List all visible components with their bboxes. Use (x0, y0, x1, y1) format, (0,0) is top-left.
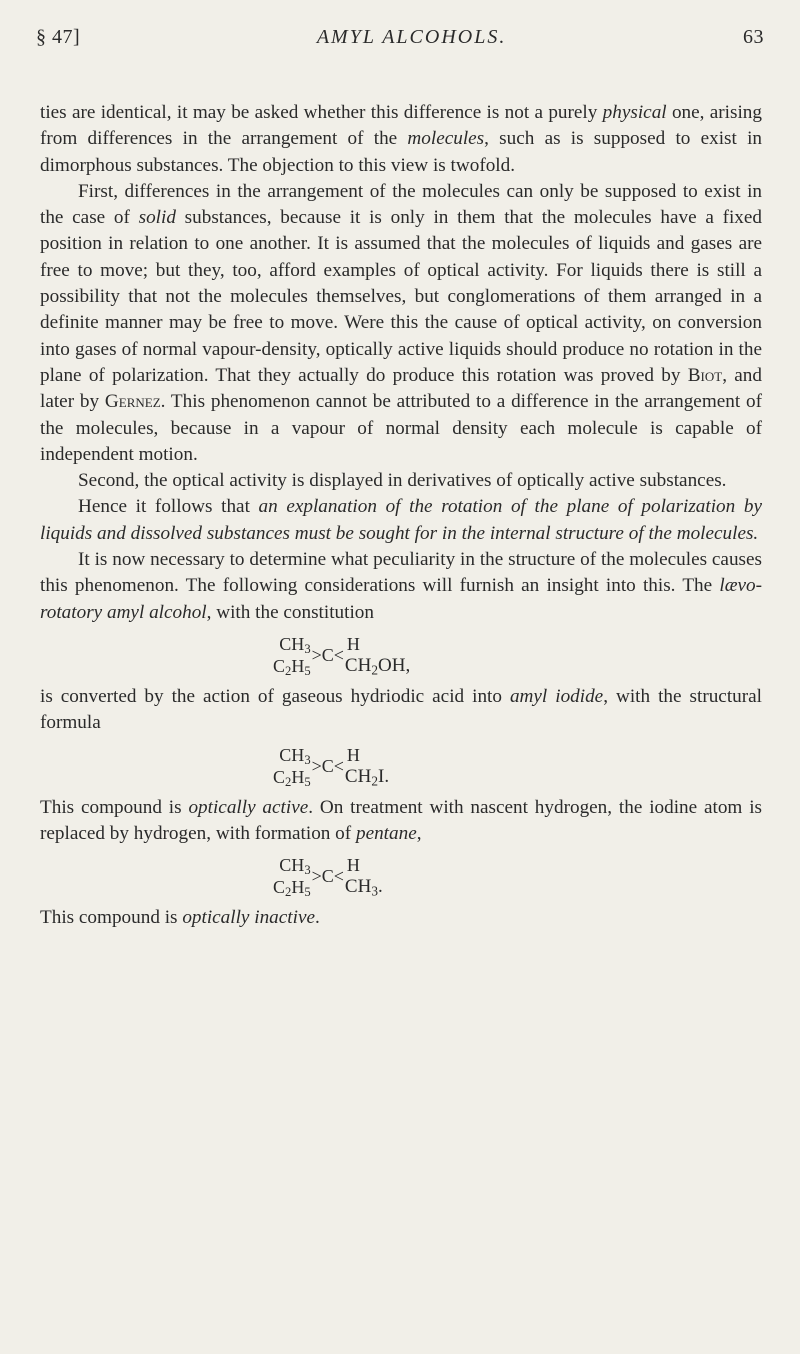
paragraph-4: Hence it follows that an explanation of the rotation of the plane of polarization by liquids and dissolved substances must be sought for in the internal structure of the molecules. (40, 496, 762, 544)
formula-pentane: $CH_3$ $C_2H_5$ >C< H $CH_3$. (273, 855, 383, 900)
paragraph-6: is converted by the action of gaseous hydriodic acid into amyl iodide, with the structural formula (40, 685, 762, 734)
running-header (36, 26, 764, 49)
emphasis-optically-inactive: optically inactive (182, 907, 315, 929)
formula-amyl-iodide: $CH_3$ $C_2H_5$ >C< H $CH_2I$. (273, 744, 390, 789)
emphasis-physical: physical (602, 102, 667, 123)
paragraph-8: This compound is optically inactive. (40, 907, 320, 929)
paragraph-5: It is now necessary to determine what peculiarity in the structure of the molecules causes this phenomenon. The following considerations will furnish an insight into this. The lævo-rotatory amyl alcohol, with the constitution (40, 549, 762, 623)
paragraph-2: First, differences in the arrangement of the molecules can only be supposed to exist in the case of solid substances, because it is only in them that the molecules have a fixed position in relation to one another. It is assumed that the molecules of liquids and gases are free to move; but they, too, afford examples of optical activity. For liquids there is still a possibility that not the molecules themselves, but conglomerations of them arranged in a definite manner may be free to move. Were this the cause of optical activity, on conversion into gases of normal vapour-density, optically active liquids should produce no rotation in the plane of polarization. That they actually do produce this rotation was proved by Biot, and later by Gernez. This phenomenon cannot be attributed to a difference in the arrangement of the molecules, because in a vapour of normal density each molecule is capable of independent motion. (40, 180, 762, 465)
paragraph-3: Second, the optical activity is displayed in derivatives of optically active substances. (78, 470, 727, 492)
section-number: § 47] (36, 26, 81, 48)
running-title: AMYL ALCOHOLS. (316, 26, 507, 48)
emphasis-molecules: molecules (407, 128, 485, 150)
emphasis-pentane: pentane (355, 822, 417, 844)
body-text (40, 100, 762, 931)
emphasis-solid: solid (138, 207, 176, 229)
paragraph-1: ties are identical, it may be asked whether this difference is not a purely physical one, arising from differences in the arrangement of the molecules, such as is supposed to exist in dimorphous substances. The objection to this view is twofold. (40, 102, 762, 176)
name-biot: Biot (687, 364, 723, 386)
emphasis-optically-active: optically active (188, 796, 309, 818)
paragraph-7: This compound is optically active. On treatment with nascent hydrogen, the iodine atom is replaced by hydrogen, with formation of pentane, (40, 796, 762, 844)
page-number: 63 (743, 26, 764, 48)
emphasis-laevo: lævo-rotatory (40, 575, 762, 623)
emphasis-amyl-iodide: amyl iodide (509, 685, 604, 707)
formula-amyl-alcohol: $CH_3$ $C_2H_5$ >C< H $CH_2OH$, (273, 633, 411, 679)
emphasis-amyl-alcohol: amyl alcohol (106, 601, 207, 623)
name-gernez: Gernez (104, 391, 161, 413)
